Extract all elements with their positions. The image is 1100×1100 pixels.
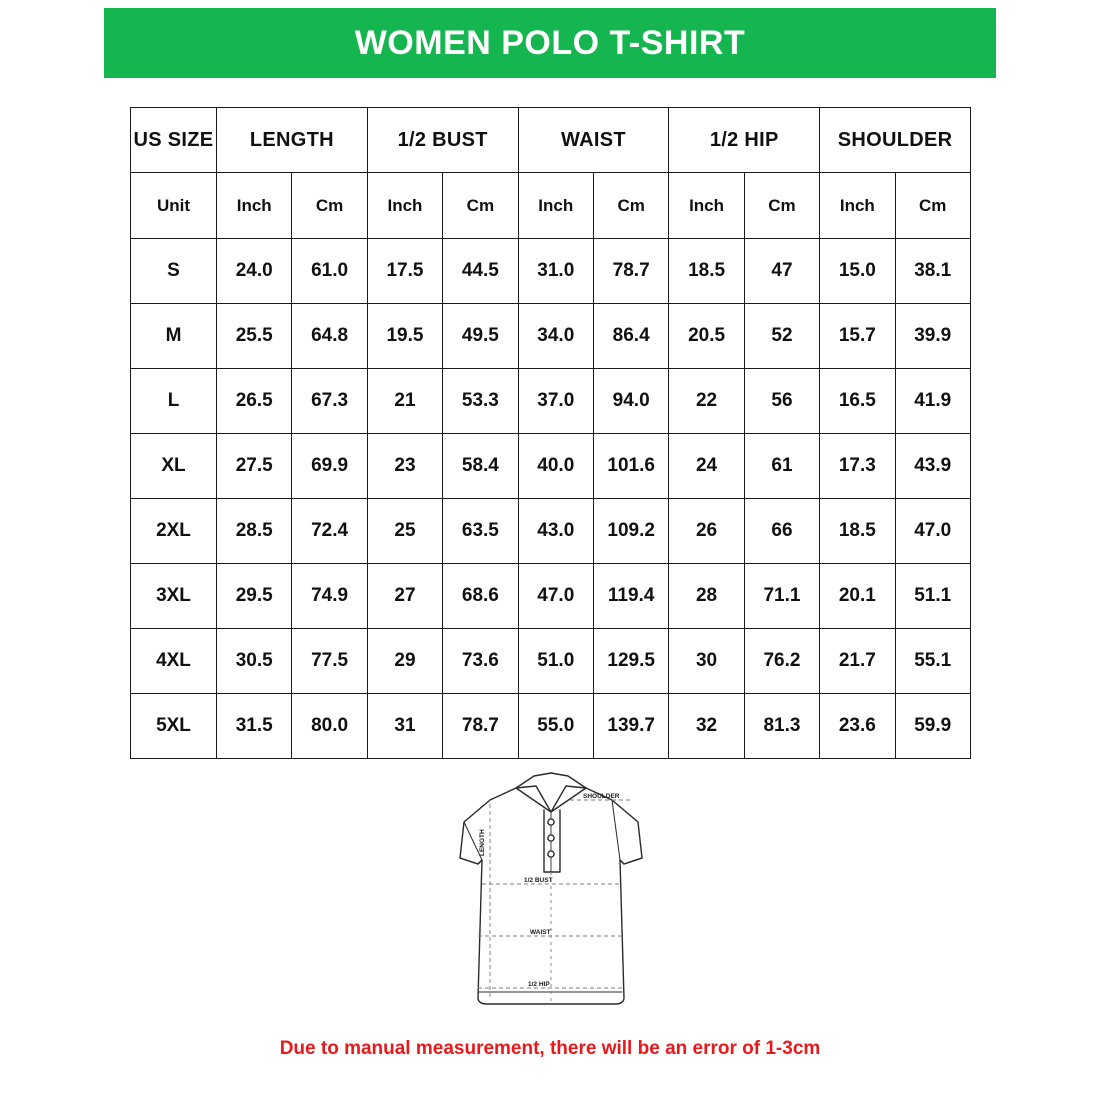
measurement-cell: 24.0 — [217, 239, 292, 304]
measurement-cell: 94.0 — [593, 369, 668, 434]
size-label: M — [131, 304, 217, 369]
unit-shoulder-cm: Cm — [895, 173, 970, 239]
group-header-shoulder: SHOULDER — [820, 108, 971, 173]
polo-shirt-illustration — [420, 760, 680, 1025]
measurement-cell: 18.5 — [669, 239, 744, 304]
unit-hip-inch: Inch — [669, 173, 744, 239]
measurement-cell: 21.7 — [820, 629, 895, 694]
diagram-label-half-hip: 1/2 HIP — [528, 981, 550, 988]
measurement-cell: 25.5 — [217, 304, 292, 369]
size-label: S — [131, 239, 217, 304]
measurement-cell: 15.0 — [820, 239, 895, 304]
measurement-cell: 29.5 — [217, 564, 292, 629]
measurement-cell: 49.5 — [443, 304, 518, 369]
measurement-cell: 23.6 — [820, 694, 895, 759]
measurement-cell: 129.5 — [593, 629, 668, 694]
measurement-cell: 77.5 — [292, 629, 367, 694]
measurement-cell: 26.5 — [217, 369, 292, 434]
measurement-cell: 81.3 — [744, 694, 819, 759]
measurement-cell: 32 — [669, 694, 744, 759]
measurement-cell: 31.0 — [518, 239, 593, 304]
size-label: 3XL — [131, 564, 217, 629]
table-row — [131, 369, 971, 434]
measurement-cell: 58.4 — [443, 434, 518, 499]
measurement-cell: 27.5 — [217, 434, 292, 499]
measurement-cell: 69.9 — [292, 434, 367, 499]
measurement-cell: 109.2 — [593, 499, 668, 564]
measurement-cell: 86.4 — [593, 304, 668, 369]
measurement-cell: 39.9 — [895, 304, 970, 369]
table-row — [131, 499, 971, 564]
measurement-cell: 72.4 — [292, 499, 367, 564]
measurement-cell: 37.0 — [518, 369, 593, 434]
measurement-cell: 18.5 — [820, 499, 895, 564]
table-row — [131, 239, 971, 304]
header-banner — [104, 8, 996, 78]
measurement-cell: 78.7 — [443, 694, 518, 759]
measurement-cell: 53.3 — [443, 369, 518, 434]
size-label: L — [131, 369, 217, 434]
table-row — [131, 564, 971, 629]
table-row — [131, 304, 971, 369]
unit-length-cm: Cm — [292, 173, 367, 239]
measurement-cell: 64.8 — [292, 304, 367, 369]
measurement-cell: 41.9 — [895, 369, 970, 434]
measurement-cell: 23 — [367, 434, 442, 499]
measurement-cell: 71.1 — [744, 564, 819, 629]
measurement-cell: 51.1 — [895, 564, 970, 629]
measurement-cell: 43.0 — [518, 499, 593, 564]
measurement-cell: 47 — [744, 239, 819, 304]
measurement-cell: 78.7 — [593, 239, 668, 304]
measurement-cell: 24 — [669, 434, 744, 499]
measurement-cell: 28.5 — [217, 499, 292, 564]
measurement-cell: 55.0 — [518, 694, 593, 759]
measurement-cell: 67.3 — [292, 369, 367, 434]
diagram-label-length: LENGTH — [479, 829, 486, 856]
size-label: 5XL — [131, 694, 217, 759]
measurement-cell: 20.1 — [820, 564, 895, 629]
unit-shoulder-inch: Inch — [820, 173, 895, 239]
measurement-cell: 22 — [669, 369, 744, 434]
size-table — [130, 107, 971, 759]
diagram-label-waist: WAIST — [530, 929, 551, 936]
measurement-disclaimer: Due to manual measurement, there will be an error of 1-3cm — [279, 1038, 821, 1059]
unit-bust-inch: Inch — [367, 173, 442, 239]
measurement-cell: 80.0 — [292, 694, 367, 759]
group-header-half-bust: 1/2 BUST — [367, 108, 518, 173]
group-header-length: LENGTH — [217, 108, 368, 173]
measurement-cell: 76.2 — [744, 629, 819, 694]
measurement-cell: 47.0 — [895, 499, 970, 564]
table-row — [131, 434, 971, 499]
measurement-cell: 16.5 — [820, 369, 895, 434]
garment-diagram — [0, 760, 1100, 1030]
measurement-cell: 27 — [367, 564, 442, 629]
measurement-cell: 59.9 — [895, 694, 970, 759]
measurement-cell: 61 — [744, 434, 819, 499]
measurement-cell: 74.9 — [292, 564, 367, 629]
measurement-cell: 38.1 — [895, 239, 970, 304]
table-group-header-row — [131, 108, 971, 173]
table-unit-row — [131, 173, 971, 239]
unit-label: Unit — [131, 173, 217, 239]
measurement-cell: 68.6 — [443, 564, 518, 629]
size-label: 2XL — [131, 499, 217, 564]
measurement-cell: 43.9 — [895, 434, 970, 499]
measurement-cell: 30 — [669, 629, 744, 694]
size-table-container — [130, 107, 970, 759]
measurement-cell: 17.5 — [367, 239, 442, 304]
diagram-label-shoulder: SHOULDER — [583, 793, 620, 800]
measurement-cell: 63.5 — [443, 499, 518, 564]
measurement-cell: 34.0 — [518, 304, 593, 369]
table-row — [131, 629, 971, 694]
measurement-cell: 47.0 — [518, 564, 593, 629]
unit-bust-cm: Cm — [443, 173, 518, 239]
measurement-cell: 26 — [669, 499, 744, 564]
unit-length-inch: Inch — [217, 173, 292, 239]
unit-waist-inch: Inch — [518, 173, 593, 239]
measurement-cell: 66 — [744, 499, 819, 564]
measurement-cell: 30.5 — [217, 629, 292, 694]
measurement-cell: 21 — [367, 369, 442, 434]
unit-waist-cm: Cm — [593, 173, 668, 239]
measurement-cell: 19.5 — [367, 304, 442, 369]
measurement-cell: 40.0 — [518, 434, 593, 499]
size-label: 4XL — [131, 629, 217, 694]
measurement-cell: 101.6 — [593, 434, 668, 499]
measurement-cell: 52 — [744, 304, 819, 369]
measurement-cell: 31 — [367, 694, 442, 759]
measurement-cell: 51.0 — [518, 629, 593, 694]
table-row — [131, 694, 971, 759]
measurement-cell: 73.6 — [443, 629, 518, 694]
measurement-cell: 44.5 — [443, 239, 518, 304]
measurement-cell: 139.7 — [593, 694, 668, 759]
unit-hip-cm: Cm — [744, 173, 819, 239]
group-header-waist: WAIST — [518, 108, 669, 173]
page-title: WOMEN POLO T-SHIRT — [354, 23, 746, 62]
size-label: XL — [131, 434, 217, 499]
measurement-cell: 25 — [367, 499, 442, 564]
measurement-cell: 56 — [744, 369, 819, 434]
measurement-cell: 17.3 — [820, 434, 895, 499]
group-header-us-size: US SIZE — [131, 108, 217, 173]
measurement-cell: 20.5 — [669, 304, 744, 369]
measurement-cell: 15.7 — [820, 304, 895, 369]
measurement-cell: 29 — [367, 629, 442, 694]
measurement-cell: 55.1 — [895, 629, 970, 694]
measurement-cell: 119.4 — [593, 564, 668, 629]
measurement-cell: 28 — [669, 564, 744, 629]
diagram-label-half-bust: 1/2 BUST — [524, 877, 553, 884]
measurement-cell: 31.5 — [217, 694, 292, 759]
measurement-cell: 61.0 — [292, 239, 367, 304]
group-header-half-hip: 1/2 HIP — [669, 108, 820, 173]
